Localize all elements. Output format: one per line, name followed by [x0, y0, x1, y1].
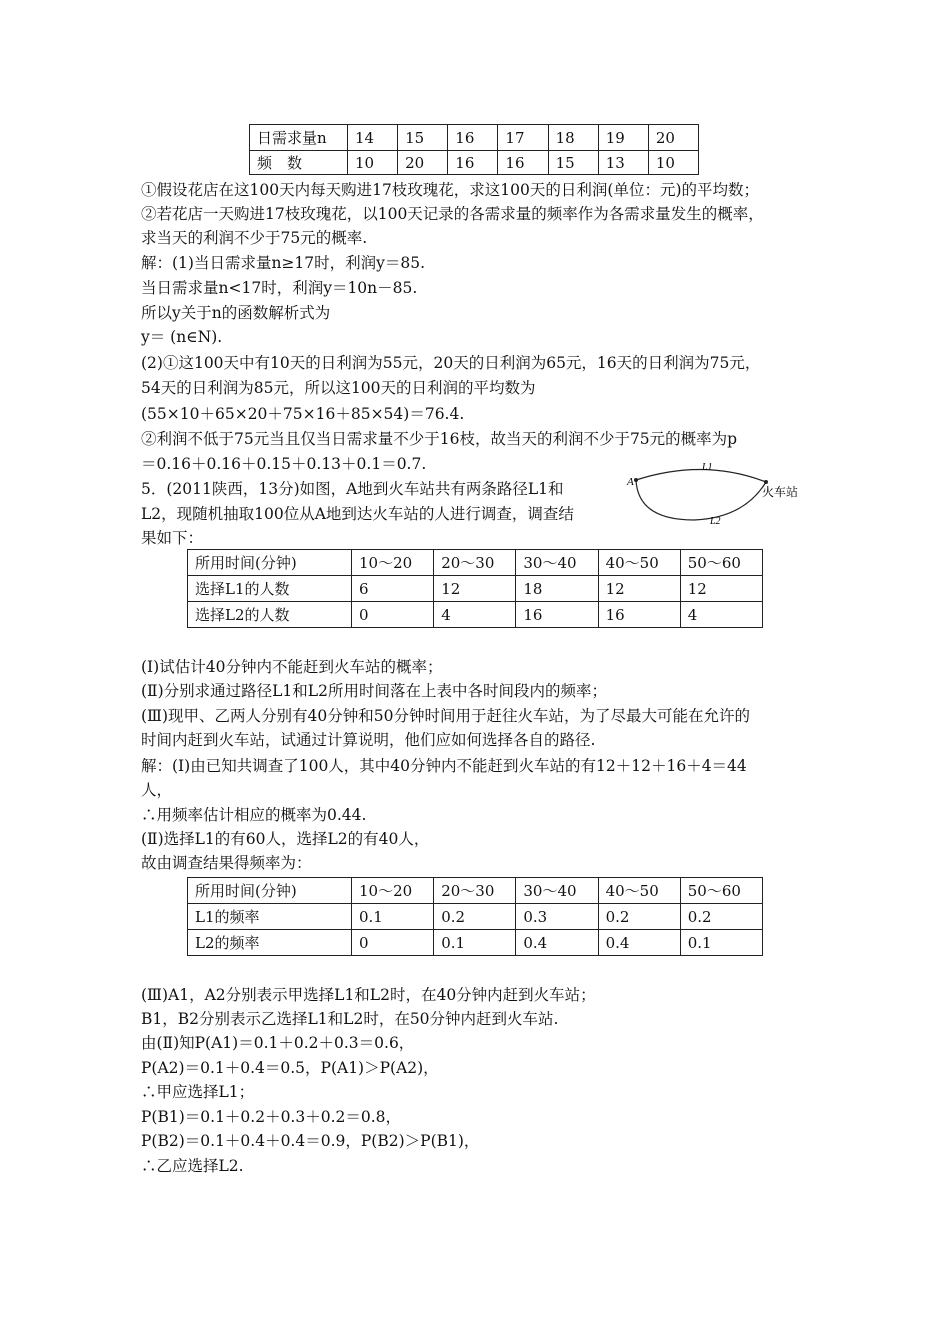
text-line: (Ⅲ)A1，A2分别表示甲选择L1和L2时，在40分钟内赶到火车站；	[141, 986, 596, 1004]
table-cell: 选择L2的人数	[188, 602, 352, 628]
table-cell: 4	[680, 602, 762, 628]
table-cell: 20～30	[434, 550, 516, 576]
table-cell: 50～60	[680, 550, 762, 576]
table-row	[188, 878, 763, 904]
table-cell: 20～30	[434, 878, 516, 904]
table-cell: 0.1	[680, 930, 762, 956]
table-cell: 30～40	[516, 550, 598, 576]
text-line: B1，B2分别表示乙选择L1和L2时，在50分钟内赶到火车站.	[141, 1010, 559, 1028]
point-a	[634, 478, 638, 482]
text-line: 人，	[141, 781, 173, 799]
route-diagram	[624, 458, 814, 530]
table-cell: 12	[680, 576, 762, 602]
text-line: (Ⅲ)现甲、乙两人分别有40分钟和50分钟时间用于赶往火车站，为了尽最大可能在允许的	[141, 707, 750, 725]
table-cell: 18	[548, 125, 598, 151]
table-cell: 16	[598, 602, 680, 628]
text-line: (55×10＋65×20＋75×16＋85×54)＝76.4.	[141, 405, 465, 423]
text-line: 故由调查结果得频率为：	[141, 854, 312, 872]
table-cell: 50～60	[680, 878, 762, 904]
table-row	[188, 602, 763, 628]
label-l2: L2	[710, 516, 721, 527]
text-line: 果如下：	[141, 529, 204, 547]
table-cell: 19	[598, 125, 648, 151]
route-count-table	[187, 549, 763, 628]
table-cell: 0.1	[434, 930, 516, 956]
text-line: ∴用频率估计相应的概率为0.44.	[141, 806, 367, 824]
table-cell: 12	[598, 576, 680, 602]
text-line: P(B1)＝0.1＋0.2＋0.3＋0.2＝0.8，	[141, 1108, 402, 1126]
table-cell: 20	[398, 151, 448, 175]
text-line: L2，现随机抽取100位从A地到达火车站的人进行调查，调查结	[141, 505, 574, 523]
table-cell: 12	[434, 576, 516, 602]
table-cell: 40～50	[598, 878, 680, 904]
table-cell: 10～20	[352, 878, 434, 904]
table-cell: 16	[498, 151, 548, 175]
table-cell: 10～20	[352, 550, 434, 576]
text-line: P(A2)＝0.1＋0.4＝0.5，P(A1)＞P(A2)，	[141, 1059, 439, 1077]
table-cell: 0.2	[680, 904, 762, 930]
table-cell: 0.4	[598, 930, 680, 956]
table-cell: 16	[448, 151, 498, 175]
table-cell: 18	[516, 576, 598, 602]
table-cell: 15	[398, 125, 448, 151]
table-row	[188, 930, 763, 956]
label-l1: L1	[702, 462, 713, 473]
table-cell: 选择L1的人数	[188, 576, 352, 602]
table-cell: 17	[498, 125, 548, 151]
text-line: (Ⅰ)试估计40分钟内不能赶到火车站的概率；	[141, 658, 443, 676]
point-station	[764, 480, 768, 484]
text-line: ①假设花店在这100天内每天购进17枝玫瑰花，求这100天的日利润(单位：元)的平均数；	[141, 181, 759, 199]
text-line: 解：(Ⅰ)由已知共调查了100人，其中40分钟内不能赶到火车站的有12＋12＋16＋4＝44	[141, 757, 747, 775]
table-cell: 10	[348, 151, 398, 175]
table-cell: 日需求量n	[250, 125, 348, 151]
text-line: ∴乙应选择L2.	[141, 1157, 244, 1175]
table-cell: L2的频率	[188, 930, 352, 956]
text-line: 求当天的利润不少于75元的概率.	[141, 229, 368, 247]
table-cell: 0.2	[434, 904, 516, 930]
table-cell: 10	[648, 151, 698, 175]
text-line: ∴甲应选择L1；	[141, 1083, 255, 1101]
demand-frequency-table	[249, 124, 699, 175]
route-frequency-table	[187, 877, 763, 956]
text-line: (2)①这100天中有10天的日利润为55元，20天的日利润为65元，16天的日利润为75元，	[141, 354, 761, 372]
table-cell: 30～40	[516, 878, 598, 904]
table-cell: 15	[548, 151, 598, 175]
text-line: (Ⅱ)选择L1的有60人，选择L2的有40人，	[141, 830, 430, 848]
table-cell: 0	[352, 930, 434, 956]
text-line: 由(Ⅱ)知P(A1)＝0.1＋0.2＋0.3＝0.6，	[141, 1034, 415, 1052]
table-cell: 所用时间(分钟)	[188, 550, 352, 576]
table-cell: 6	[352, 576, 434, 602]
table-cell: 频 数	[250, 151, 348, 175]
table-row	[188, 576, 763, 602]
table-cell: 16	[448, 125, 498, 151]
label-station: 火车站	[762, 485, 799, 499]
text-line: y＝ (n∈N).	[141, 328, 223, 346]
table-cell: 0	[352, 602, 434, 628]
table-row	[188, 904, 763, 930]
text-line: 当日需求量n<17时，利润y＝10n－85.	[141, 279, 418, 297]
path-l2-curve	[636, 480, 766, 520]
table-cell: 13	[598, 151, 648, 175]
table-cell: 16	[516, 602, 598, 628]
text-line: ②若花店一天购进17枝玫瑰花，以100天记录的各需求量的频率作为各需求量发生的概率，	[141, 205, 764, 223]
table-cell: 0.4	[516, 930, 598, 956]
text-line: ＝0.16＋0.16＋0.15＋0.13＋0.1＝0.7.	[141, 455, 427, 473]
text-line: 54天的日利润为85元，所以这100天的日利润的平均数为	[141, 379, 536, 397]
table-row	[188, 550, 763, 576]
path-l1-curve	[636, 469, 766, 482]
table-cell: L1的频率	[188, 904, 352, 930]
table-cell: 所用时间(分钟)	[188, 878, 352, 904]
label-a: A	[627, 476, 634, 488]
text-line: 解：(1)当日需求量n≥17时，利润y＝85.	[141, 254, 426, 272]
table-cell: 14	[348, 125, 398, 151]
table-cell: 0.2	[598, 904, 680, 930]
table-cell: 0.1	[352, 904, 434, 930]
text-line: P(B2)＝0.1＋0.4＋0.4＝0.9，P(B2)＞P(B1)，	[141, 1132, 480, 1150]
table-cell: 4	[434, 602, 516, 628]
text-line: 所以y关于n的函数解析式为	[141, 304, 331, 322]
table-cell: 40～50	[598, 550, 680, 576]
text-line: ②利润不低于75元当且仅当日需求量不少于16枝，故当天的利润不少于75元的概率为p	[141, 430, 738, 448]
table-row	[250, 151, 699, 175]
text-line: 5．(2011陕西，13分)如图，A地到火车站共有两条路径L1和	[141, 480, 564, 498]
text-line: 时间内赶到火车站，试通过计算说明，他们应如何选择各自的路径.	[141, 731, 596, 749]
text-line: (Ⅱ)分别求通过路径L1和L2所用时间落在上表中各时间段内的频率；	[141, 682, 607, 700]
table-cell: 0.3	[516, 904, 598, 930]
table-cell: 20	[648, 125, 698, 151]
table-row	[250, 125, 699, 151]
